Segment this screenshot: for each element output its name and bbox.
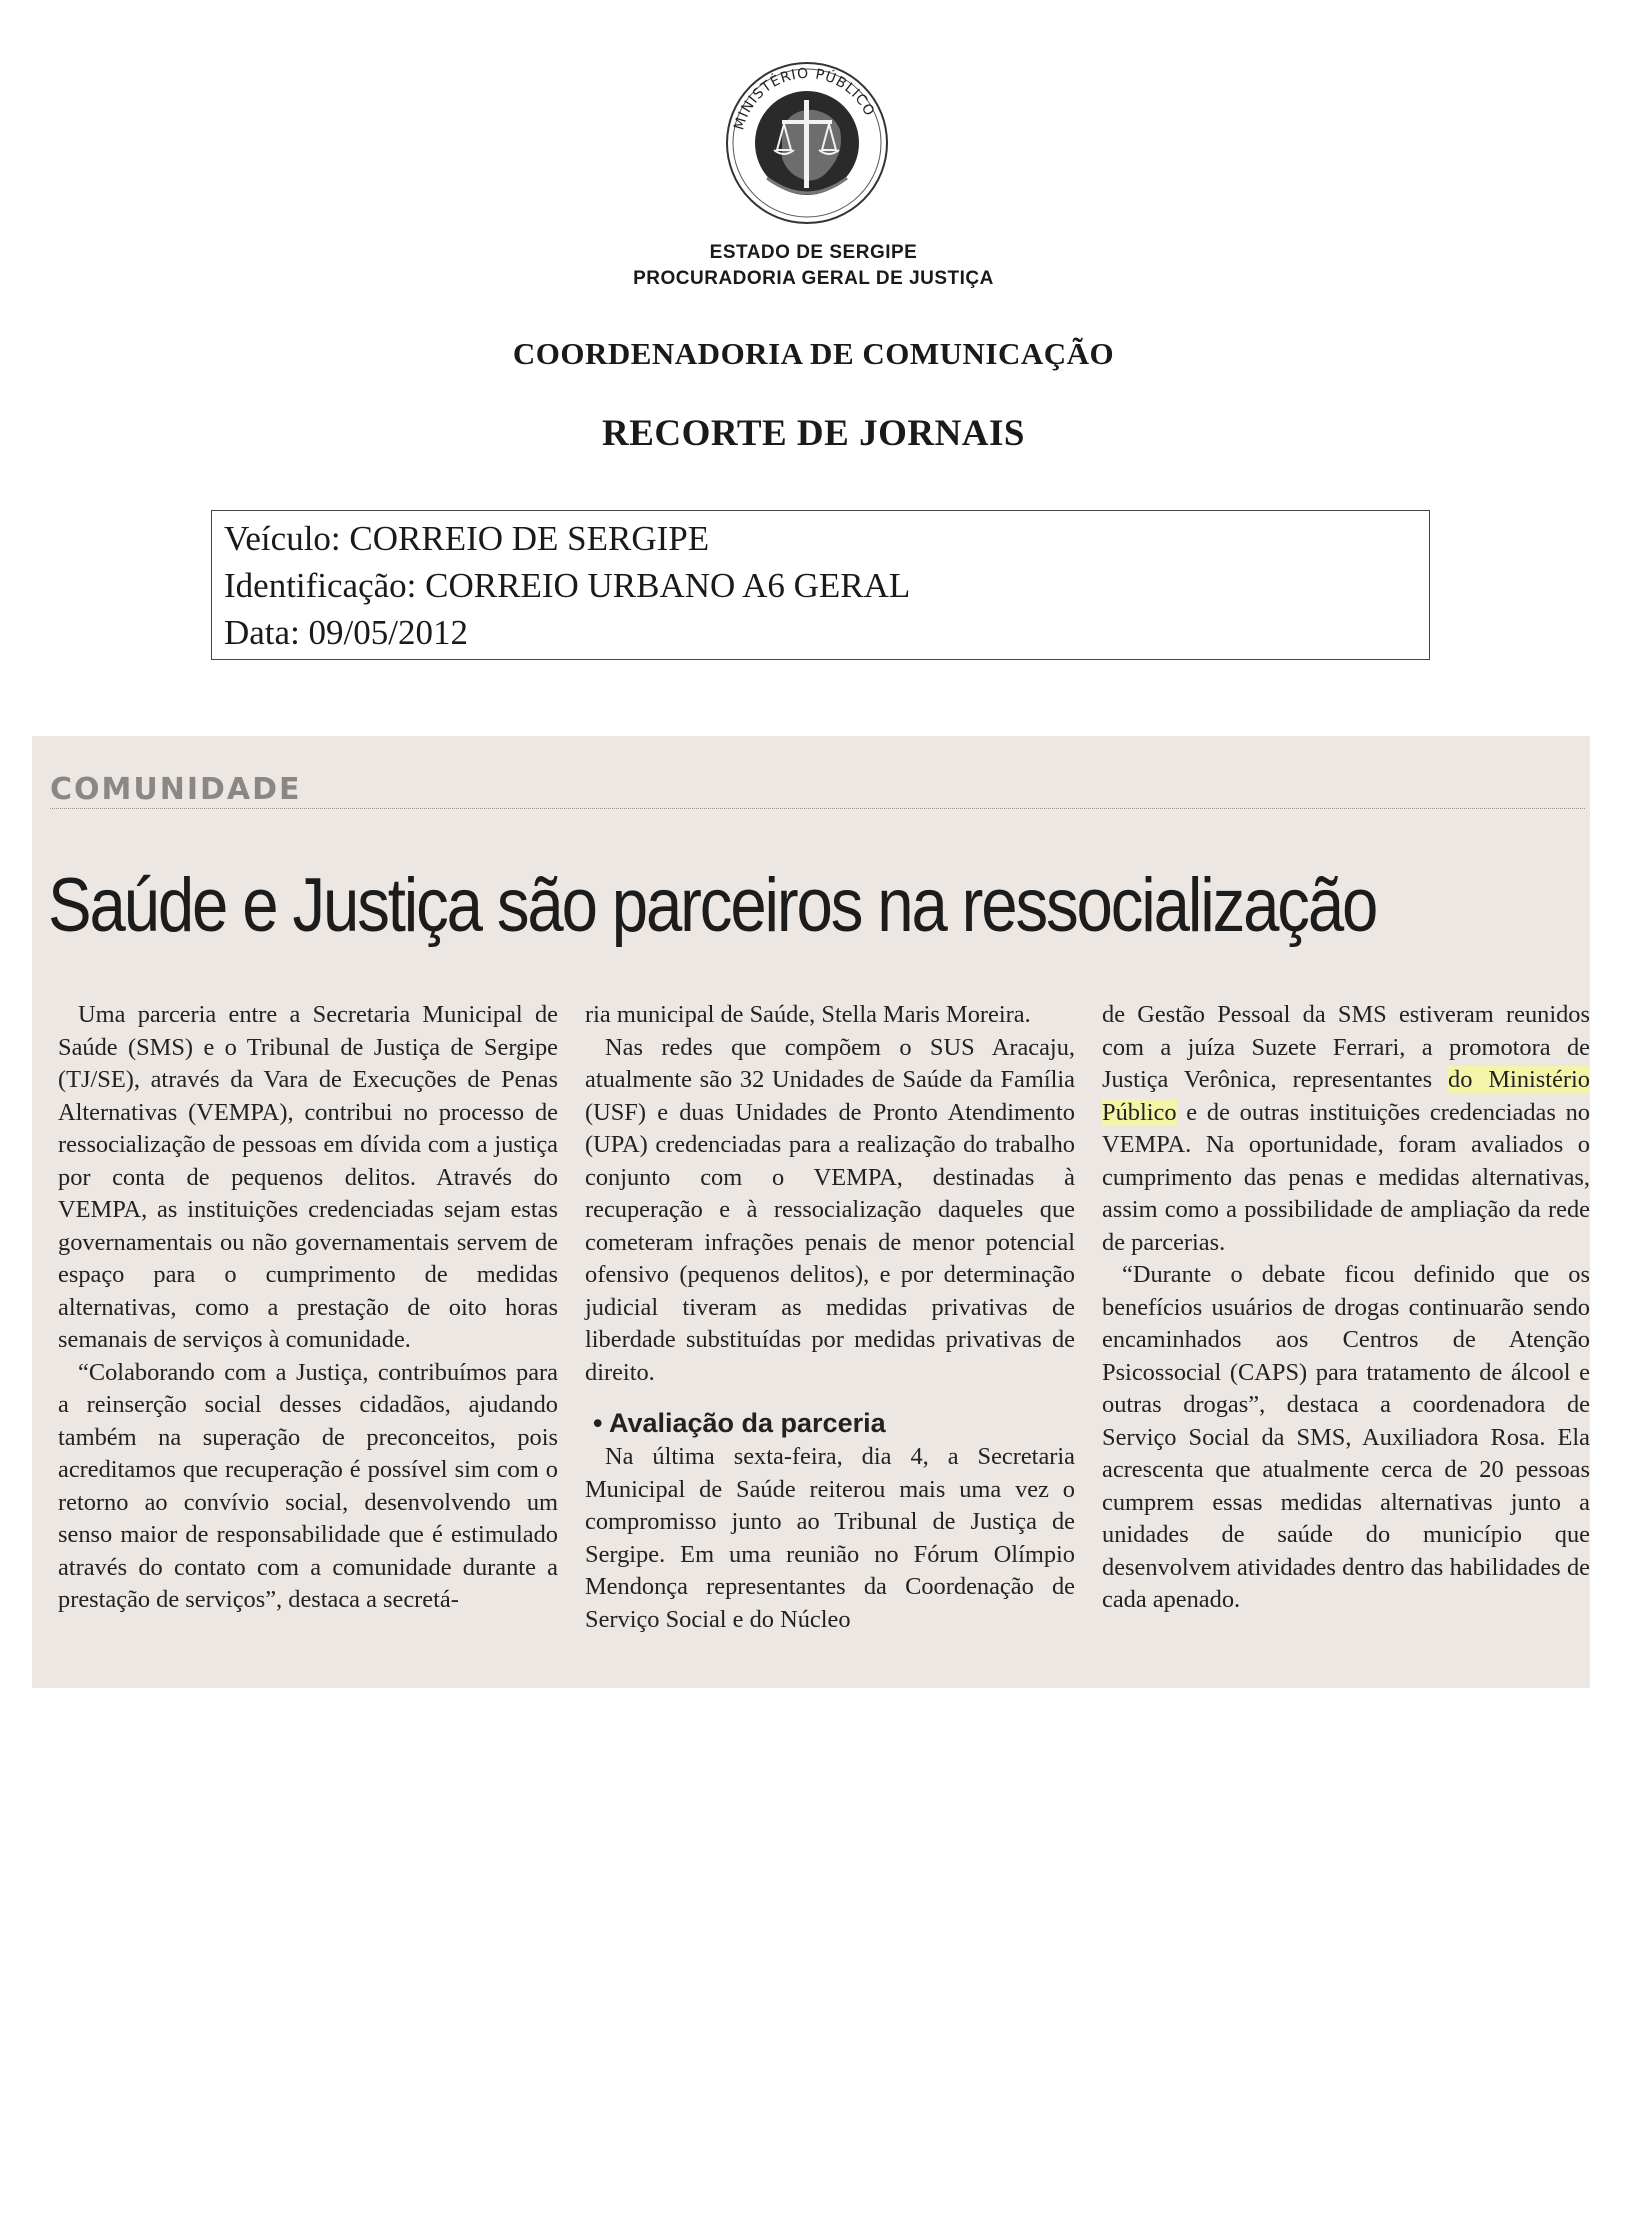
department-title: COORDENADORIA DE COMUNICAÇÃO: [512, 336, 1115, 371]
paragraph: Uma parceria entre a Secretaria Municipal de Saúde (SMS) e o Tribunal de Justiça de Sergipe (TJ/SE), através da Vara de Execuções de Penas Alternativas (VEMPA), contribui no processo de ressocialização de pessoas em dívida com a justiça por conta de pequenos delitos. Através do VEMPA, as instituições credenciadas sejam estas governamentais ou não governamentais servem de espaço para o cumprimento de medidas alternativas, como a prestação de oito horas semanais de serviços à comunidade.: [58, 1001, 558, 1353]
date-line: Data: 09/05/2012: [224, 613, 468, 652]
text-run: e de outras instituições credenciadas no VEMPA. Na oportunidade, foram avaliados o cumprimento das penas e medidas alternativas, assim como a possibilidade de ampliação da rede de parcerias.: [1102, 1098, 1590, 1256]
highlighted-text: do Ministério Público: [1102, 1066, 1590, 1126]
article-subheading: • Avaliação da parceria: [593, 1408, 886, 1438]
section-divider: [50, 808, 1585, 809]
office-name: PROCURADORIA GERAL DE JUSTIÇA: [633, 268, 994, 289]
paragraph: “Colaborando com a Justiça, contribuímos para a reinserção social desses cidadãos, ajudando também na superação de preconceitos, pois acreditamos que recuperação é possível sim com o retorno ao convívio social, desenvolvendo um senso maior de responsabilidade que é estimulado através do contato com a comunidade durante a prestação de serviços”, destaca a secretá-: [58, 1358, 558, 1613]
identification-line: Identificação: CORREIO URBANO A6 GERAL: [224, 566, 911, 605]
paragraph: Na última sexta-feira, dia 4, a Secretaria Municipal de Saúde reiterou mais uma vez o compromisso junto ao Tribunal de Justiça de Sergipe. Em uma reunião no Fórum Olímpio Mendonça representantes da Coordenação de Serviço Social e do Núcleo: [585, 1443, 1075, 1633]
paragraph: ria municipal de Saúde, Stella Maris Moreira.: [585, 1001, 1031, 1028]
paragraph: [1102, 999, 1590, 1259]
paragraph: “Durante o debate ficou definido que os benefícios usuários de drogas continuarão sendo encaminhados aos Centros de Atenção Psicossocial (CAPS) para tratamento de álcool e outras drogas”, destaca a coordenadora de Serviço Social da SMS, Auxiliadora Rosa. Ela acrescenta que atualmente cerca de 20 pessoas cumprem essas medidas alternativas junto a unidades de saúde do município que desenvolvem atividades dentro das habilidades de cada apenado.: [1102, 1261, 1590, 1613]
seal-text: MINISTÉRIO PÚBLICO: [731, 65, 878, 132]
article-column-1: [58, 999, 558, 1617]
vehicle-line: Veículo: CORREIO DE SERGIPE: [224, 519, 710, 558]
paragraph: Nas redes que compõem o SUS Aracaju, atualmente são 32 Unidades de Saúde da Família (USF) e duas Unidades de Pronto Atendimento (UPA) credenciadas para a realização do trabalho conjunto com o VEMPA, destinadas à recuperação e à ressocialização daqueles que cometeram infrações penais de menor potencial ofensivo (pequenos delitos), e por determinação judicial tiveram as medidas privativas de liberdade substituídas por medidas privativas de direito.: [585, 1033, 1075, 1386]
page-title: RECORTE DE JORNAIS: [602, 413, 1025, 454]
clipping-info-box: [211, 510, 1430, 660]
article-column-2: [585, 999, 1075, 1636]
state-name: ESTADO DE SERGIPE: [709, 242, 918, 263]
article-headline: Saúde e Justiça são parceiros na ressocialização: [48, 863, 1377, 948]
ministerio-publico-seal: [722, 58, 892, 228]
section-label: COMUNIDADE: [50, 772, 302, 807]
article-column-3: [1102, 999, 1590, 1617]
text-run: de Gestão Pessoal da SMS estiveram reunidos com a juíza Suzete Ferrari, a promotora de Justiça Verônica, representantes: [1102, 1001, 1590, 1093]
